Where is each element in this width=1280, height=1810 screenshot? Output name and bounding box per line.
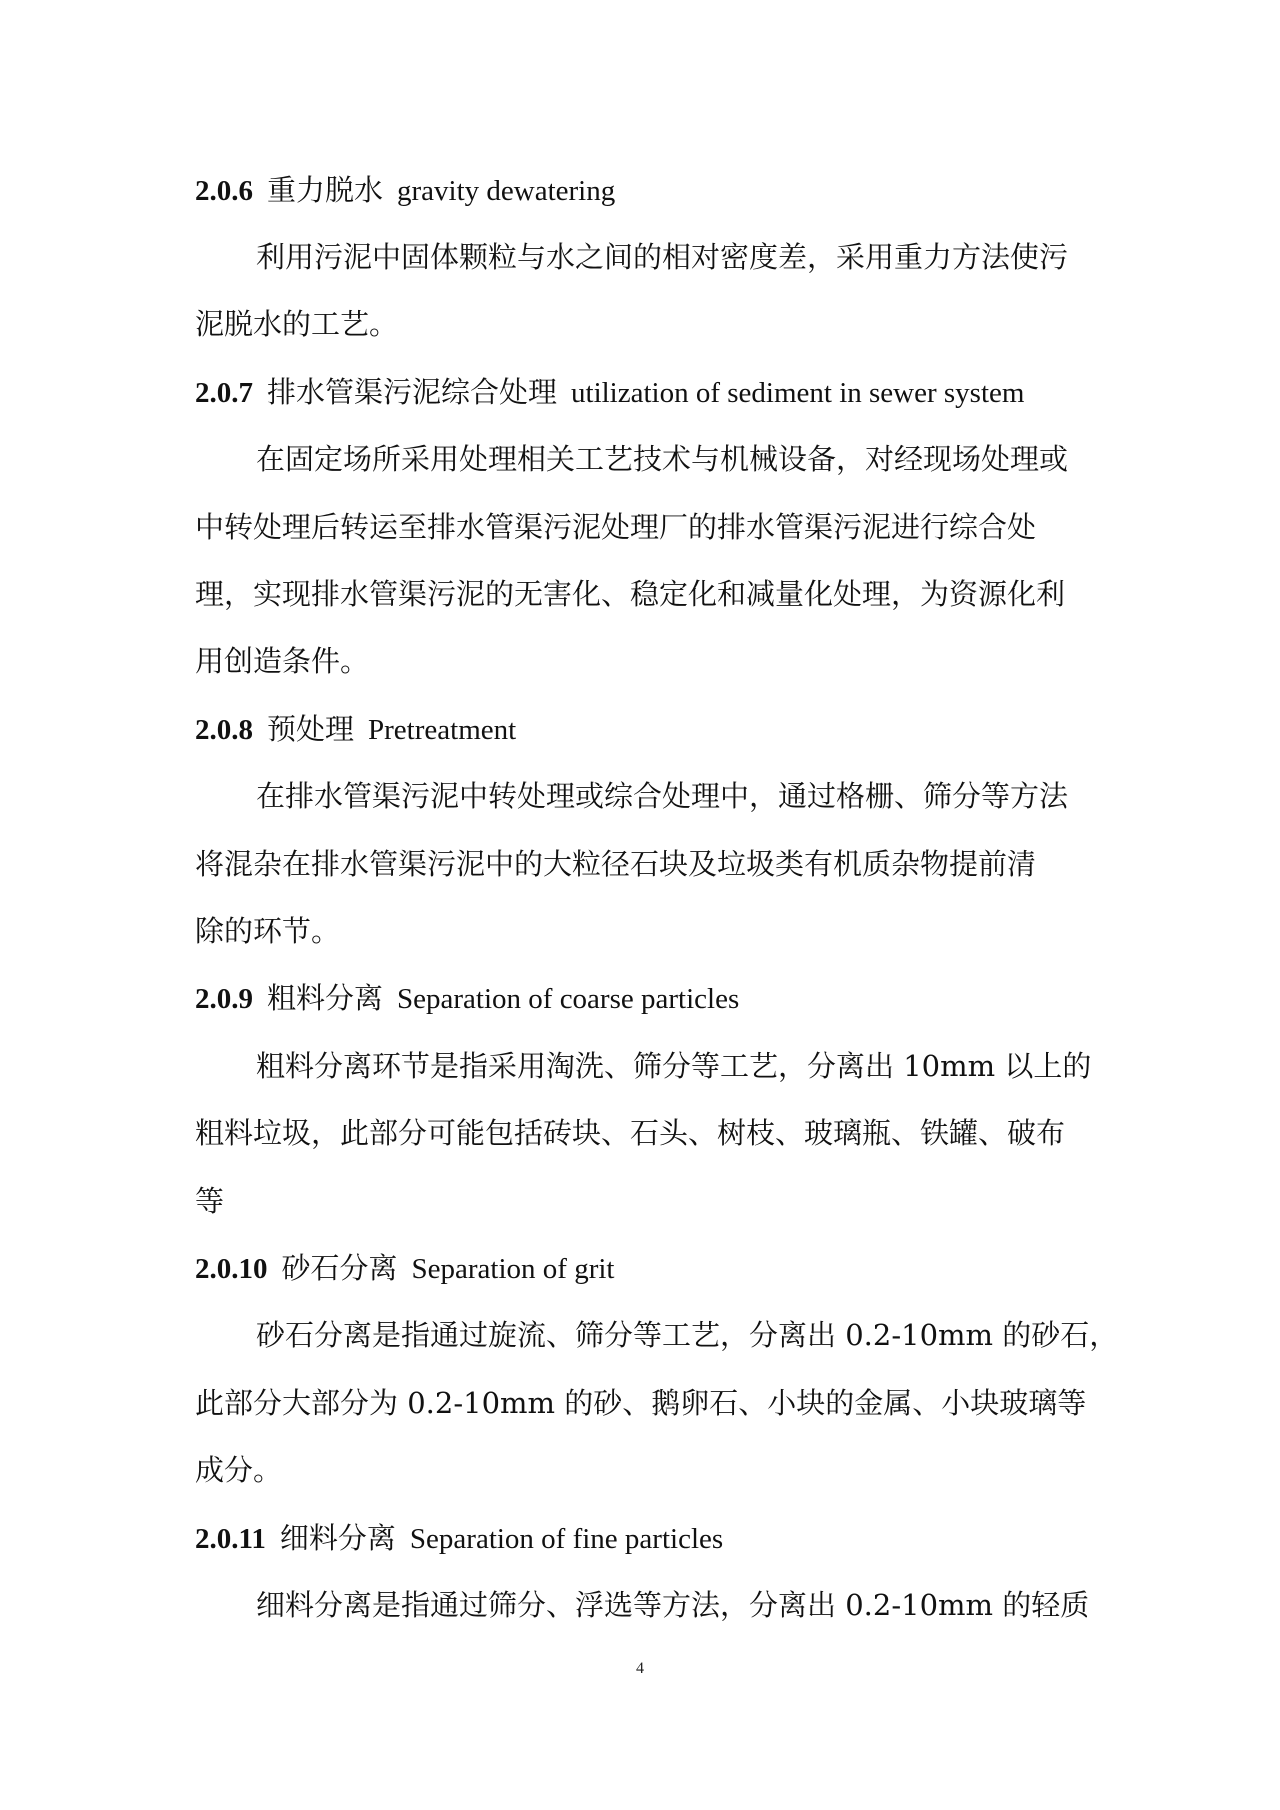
term-en: gravity dewatering	[397, 175, 616, 207]
paragraph-line: 理，实现排水管渠污泥的无害化、稳定化和减量化处理，为资源化利	[195, 577, 1066, 611]
term-en: Pretreatment	[368, 714, 517, 746]
term-zh: 粗料分离	[267, 981, 384, 1015]
paragraph-line: 等	[195, 1184, 225, 1218]
section-heading-2-0-6	[195, 170, 1095, 211]
paragraph-line: 中转处理后转运至排水管渠污泥处理厂的排水管渠污泥进行综合处	[195, 510, 1037, 544]
section-heading-2-0-10	[195, 1248, 1095, 1289]
paragraph-line: 泥脱水的工艺。	[195, 307, 399, 341]
paragraph-line: 除的环节。	[195, 914, 341, 948]
section-heading-2-0-8	[195, 709, 1095, 750]
paragraph-line: 此部分大部分为 0.2-10mm 的砂、鹅卵石、小块的金属、小块玻璃等	[195, 1386, 1087, 1420]
paragraph-line: 用创造条件。	[195, 644, 370, 678]
page-number: 4	[636, 1660, 644, 1677]
term-zh: 排水管渠污泥综合处理	[267, 375, 558, 409]
section-heading-2-0-9	[195, 978, 1095, 1019]
section-number: 2.0.7	[195, 377, 253, 409]
term-zh: 重力脱水	[267, 173, 384, 207]
section-number: 2.0.6	[195, 175, 253, 207]
section-number: 2.0.11	[195, 1523, 266, 1555]
term-zh: 预处理	[267, 712, 355, 746]
paragraph-line: 粗料分离环节是指采用淘洗、筛分等工艺，分离出 10mm 以上的	[256, 1049, 1092, 1083]
section-number: 2.0.10	[195, 1253, 268, 1285]
term-en: Separation of grit	[411, 1253, 615, 1285]
paragraph-line: 在排水管渠污泥中转处理或综合处理中，通过格栅、筛分等方法	[256, 779, 1069, 813]
term-zh: 细料分离	[279, 1521, 396, 1555]
paragraph-line: 成分。	[195, 1453, 283, 1487]
section-heading-2-0-7	[195, 372, 1095, 413]
paragraph-line: 细料分离是指通过筛分、浮选等方法，分离出 0.2-10mm 的轻质	[256, 1588, 1090, 1622]
paragraph-line: 利用污泥中固体颗粒与水之间的相对密度差，采用重力方法使污	[256, 240, 1069, 274]
section-number: 2.0.8	[195, 714, 253, 746]
term-en: Separation of fine particles	[409, 1523, 724, 1555]
term-en: utilization of sediment in sewer system	[571, 377, 1025, 409]
paragraph-line: 砂石分离是指通过旋流、筛分等工艺，分离出 0.2-10mm 的砂石，	[256, 1318, 1119, 1352]
section-number: 2.0.9	[195, 983, 253, 1015]
paragraph-line: 在固定场所采用处理相关工艺技术与机械设备，对经现场处理或	[256, 442, 1069, 476]
section-heading-2-0-11	[195, 1518, 1095, 1559]
term-zh: 砂石分离	[281, 1251, 398, 1285]
paragraph-line: 将混杂在排水管渠污泥中的大粒径石块及垃圾类有机质杂物提前清	[195, 847, 1037, 881]
paragraph-line: 粗料垃圾，此部分可能包括砖块、石头、树枝、玻璃瓶、铁罐、破布	[195, 1116, 1066, 1150]
term-en: Separation of coarse particles	[397, 983, 740, 1015]
